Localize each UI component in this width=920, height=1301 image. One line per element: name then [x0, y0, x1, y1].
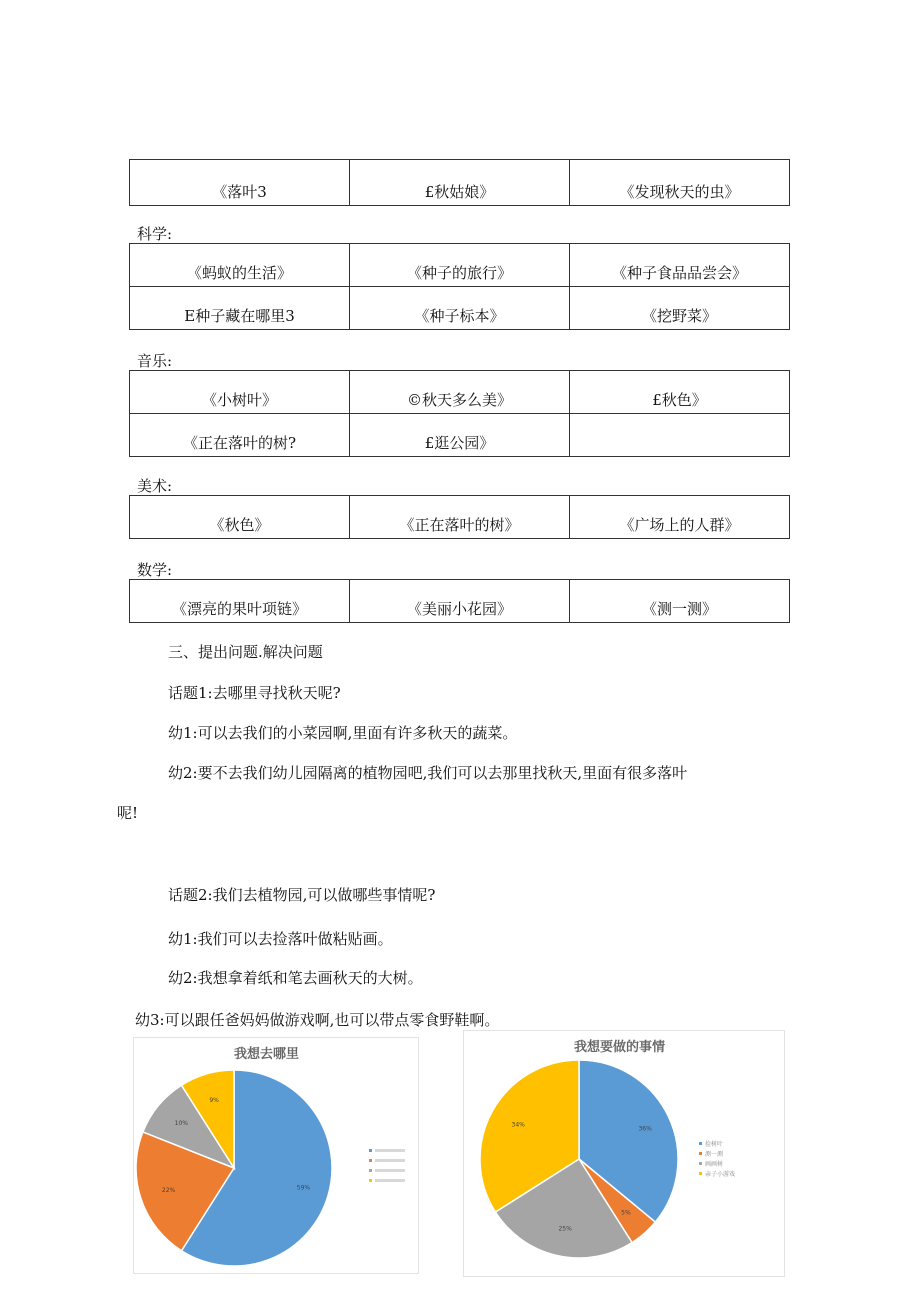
chart-title: 我想去哪里	[234, 1047, 300, 1062]
table-cell: 《种子食品品尝会》	[570, 244, 790, 287]
slice-label: 5%	[621, 1209, 631, 1217]
legend-label: 画画树	[705, 1161, 724, 1168]
table-cell: 《种子标本》	[350, 287, 570, 330]
answer-1-1: 幼1:可以去我们的小菜园啊,里面有许多秋天的蔬菜。	[168, 724, 518, 742]
table-cell: 《正在落叶的树?	[130, 414, 350, 457]
table-cell: 《发现秋天的虫》	[570, 160, 790, 206]
slice-label: 59%	[296, 1184, 311, 1192]
table-cell	[570, 414, 790, 457]
table-cell: 《美丽小花园》	[350, 580, 570, 623]
legend-swatch	[369, 1179, 372, 1182]
math-label: 数学:	[137, 561, 173, 579]
table-cell: 《挖野菜》	[570, 287, 790, 330]
pie-chart-what	[463, 1030, 785, 1277]
table-row	[130, 287, 790, 330]
section-heading: 三、提出问题.解决问题	[168, 643, 323, 661]
answer-2-3: 幼3:可以跟任爸妈妈做游戏啊,也可以带点零食野鞋啊。	[135, 1011, 500, 1029]
table-cell: £秋姑娘》	[350, 160, 570, 206]
slice-label: 22%	[161, 1186, 176, 1194]
legend-label-blur	[375, 1159, 405, 1162]
table-music	[129, 370, 790, 457]
table-cell: 《广场上的人群》	[570, 496, 790, 539]
slice-label: 10%	[174, 1120, 188, 1128]
science-label: 科学:	[137, 225, 173, 243]
table-cell: 《秋色》	[130, 496, 350, 539]
pie-chart-what-svg	[464, 1031, 784, 1276]
table-row	[130, 160, 790, 206]
answer-1-2: 幼2:要不去我们幼儿园隔离的植物园吧,我们可以去那里找秋天,里面有很多落叶	[168, 764, 688, 782]
table-row	[130, 244, 790, 287]
legend-label: 捡树叶	[705, 1141, 724, 1148]
table-cell: 《种子的旅行》	[350, 244, 570, 287]
legend-label-blur	[375, 1149, 405, 1152]
table-cell: E种子藏在哪里3	[130, 287, 350, 330]
legend-label: 测一测	[705, 1151, 724, 1158]
legend-label: 亲子小游戏	[705, 1171, 736, 1178]
answer-1-2-cont: 呢!	[117, 804, 139, 822]
pie-chart-where-svg	[134, 1038, 418, 1273]
topic-1: 话题1:去哪里寻找秋天呢?	[168, 684, 341, 702]
table-cell: 《漂亮的果叶项链》	[130, 580, 350, 623]
legend-swatch	[369, 1149, 372, 1152]
slice-label: 34%	[511, 1121, 525, 1129]
legend-swatch	[699, 1152, 702, 1155]
table-cell: 《落叶3	[130, 160, 350, 206]
table-math	[129, 579, 790, 623]
legend-label-blur	[375, 1179, 405, 1182]
slice-label: 9%	[209, 1097, 219, 1105]
table-science	[129, 243, 790, 330]
table-cell: 《正在落叶的树》	[350, 496, 570, 539]
answer-2-1: 幼1:我们可以去捡落叶做粘贴画。	[168, 930, 393, 948]
topic-2: 话题2:我们去植物园,可以做哪些事情呢?	[168, 886, 436, 904]
table-cell: 《小树叶》	[130, 371, 350, 414]
legend-label-blur	[375, 1169, 405, 1172]
table-cell: £逛公园》	[350, 414, 570, 457]
legend-swatch	[699, 1142, 702, 1145]
legend-swatch	[699, 1162, 702, 1165]
slice-label: 25%	[558, 1225, 572, 1233]
legend-swatch	[369, 1159, 372, 1162]
table-cell: £秋色》	[570, 371, 790, 414]
music-label: 音乐:	[137, 352, 173, 370]
table-top	[129, 159, 790, 206]
legend-swatch	[369, 1169, 372, 1172]
table-row	[130, 496, 790, 539]
chart-title: 我想要做的事情	[574, 1040, 666, 1055]
art-label: 美术:	[137, 477, 173, 495]
table-cell: 《蚂蚁的生活》	[130, 244, 350, 287]
table-art	[129, 495, 790, 539]
table-cell: ©秋天多么美》	[350, 371, 570, 414]
table-cell: 《测一测》	[570, 580, 790, 623]
answer-2-2: 幼2:我想拿着纸和笔去画秋天的大树。	[168, 969, 423, 987]
table-row	[130, 580, 790, 623]
slice-label: 36%	[638, 1125, 652, 1133]
table-row	[130, 414, 790, 457]
pie-chart-where	[133, 1037, 419, 1274]
legend-swatch	[699, 1172, 702, 1175]
table-row	[130, 371, 790, 414]
